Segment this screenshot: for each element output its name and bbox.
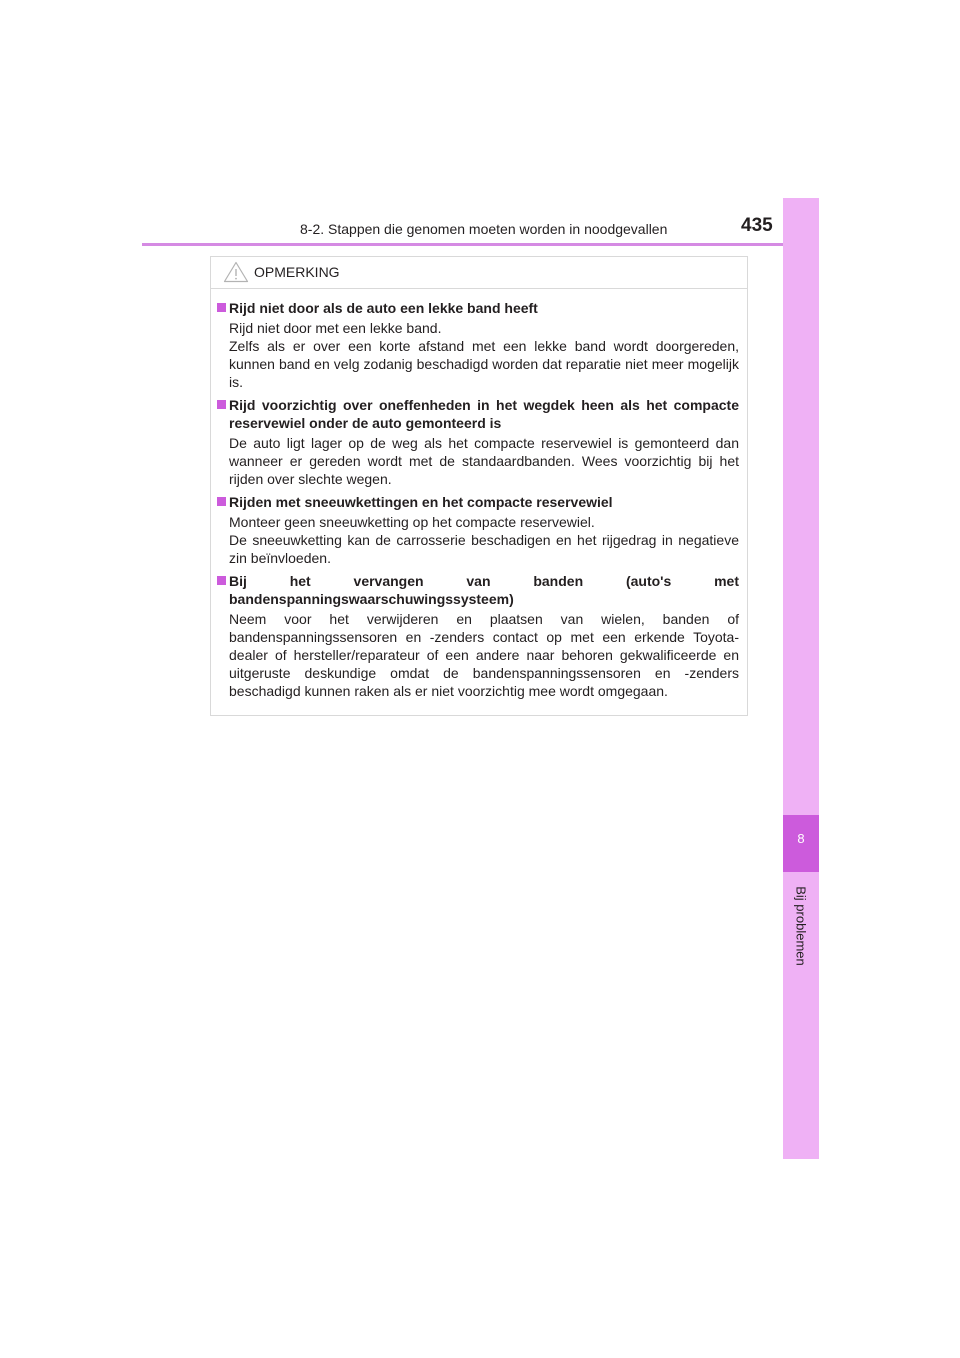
notice-item-text: De auto ligt lager op de weg als het compacte reservewiel is gemonteerd dan wanneer er gereden wordt met de standaardbanden. Wees voorzichtig bij het rijden over slechte wegen. (229, 435, 739, 487)
notice-item-title: Rijden met sneeuwkettingen en het compacte reservewiel (217, 493, 739, 511)
chapter-number-tab (783, 815, 819, 872)
square-bullet-icon (217, 576, 226, 585)
notice-item (217, 299, 739, 391)
notice-item-body (217, 434, 739, 488)
notice-item-body (217, 513, 739, 567)
notice-item-text: Neem voor het verwijderen en plaatsen van wielen, banden of bandenspanningssensoren en -zenders contact op met een erkende Toyota-dealer of hersteller/reparateur of een andere naar behoren gekwalificeerde en uitgeruste deskundige omdat de bandenspanningssensoren en -zenders beschadigd kunnen raken als er niet voorzichtig mee wordt omgegaan. (229, 611, 739, 699)
notice-label: OPMERKING (254, 264, 340, 280)
chapter-side-tab (783, 198, 819, 1159)
notice-item (217, 396, 739, 488)
square-bullet-icon (217, 303, 226, 312)
notice-item-title: Bij het vervangen van banden (auto's met bandenspanningswaarschuwingssysteem) (217, 572, 739, 608)
chapter-label: Bij problemen (793, 886, 809, 966)
chapter-number: 8 (797, 831, 805, 846)
notice-item-text: Rijd niet door met een lekke band. (229, 320, 442, 336)
notice-header (211, 257, 747, 289)
notice-item-text: De sneeuwketting kan de carrosserie beschadigen en het rijgedrag in negatieve zin beïnvloeden. (229, 532, 739, 566)
section-title: 8-2. Stappen die genomen moeten worden in noodgevallen (300, 221, 668, 237)
notice-box (210, 256, 748, 716)
notice-item-text: Zelfs als er over een korte afstand met een lekke band wordt doorgereden, kunnen band en velg zodanig beschadigd worden dat reparatie niet meer mogelijk is. (229, 338, 739, 390)
notice-item (217, 493, 739, 567)
notice-item (217, 572, 739, 700)
square-bullet-icon (217, 497, 226, 506)
page-number: 435 (741, 215, 773, 236)
notice-item-title: Rijd niet door als de auto een lekke band heeft (217, 299, 739, 317)
notice-item-body (217, 319, 739, 391)
notice-body (211, 289, 747, 700)
notice-item-body (217, 610, 739, 700)
square-bullet-icon (217, 400, 226, 409)
notice-item-text: Monteer geen sneeuwketting op het compacte reservewiel. (229, 514, 595, 530)
header-rule (142, 243, 818, 246)
notice-item-title: Rijd voorzichtig over oneffenheden in het wegdek heen als het compacte reservewiel onder de auto gemonteerd is (217, 396, 739, 432)
warning-triangle-icon (223, 261, 249, 283)
